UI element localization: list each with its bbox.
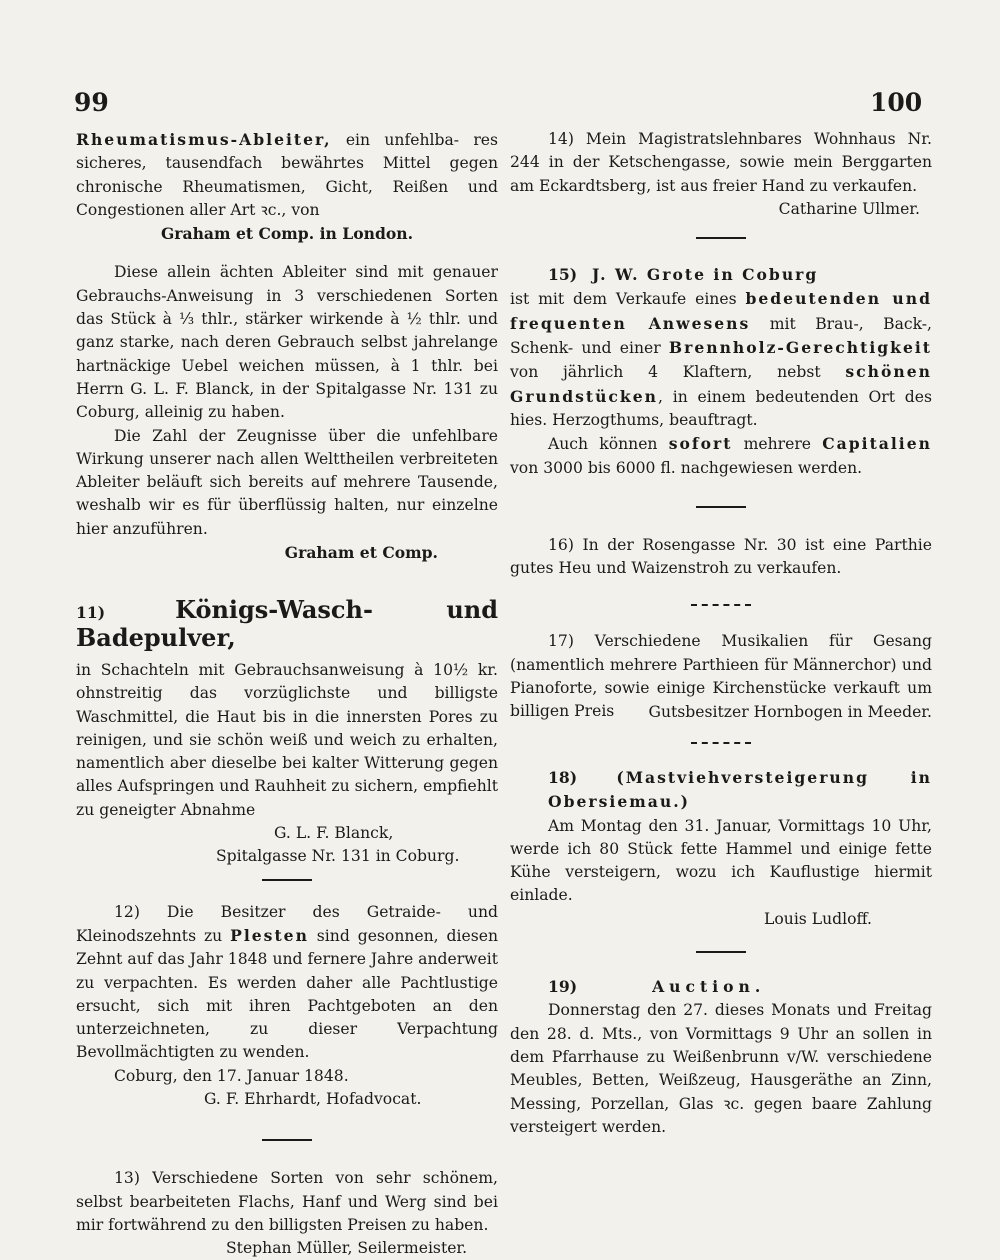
separator-rule bbox=[696, 237, 746, 239]
ad-15 bbox=[510, 263, 932, 480]
ad-11-title: Königs-Wasch- und Badepulver, bbox=[76, 595, 498, 652]
ad-18-title: (Mastviehversteigerung in Obersiemau.) bbox=[548, 767, 932, 812]
ad-15-emph-1: bedeutenden und frequenten Anwesens bbox=[510, 289, 932, 333]
ad-15-capital bbox=[510, 432, 932, 480]
ad-19-heading bbox=[510, 975, 932, 999]
right-column bbox=[510, 128, 932, 1139]
ad-rheuma-firm: Graham et Comp. in London. bbox=[160, 224, 414, 244]
ad-15-firm: J. W. Grote in Coburg bbox=[591, 265, 819, 285]
ad-17-signature: Gutsbesitzer Hornbogen in Meeder. bbox=[648, 702, 932, 721]
separator-rule bbox=[691, 604, 751, 606]
ad-15-text-d: , in einem bedeutenden Ort des hies. Herzogthums, beauftragt. bbox=[510, 387, 932, 429]
separator-rule bbox=[696, 506, 746, 508]
left-column bbox=[76, 128, 498, 1260]
separator-rule bbox=[262, 879, 312, 881]
separator-rule bbox=[262, 1139, 312, 1141]
ad-rheuma-para-1: Diese allein ächten Ableiter sind mit genauer Gebrauchs-Anweisung in 3 verschiedenen Sorten das Stück à ⅓ thlr., stärker wirkende à ½ thlr. und ganz starke, nach deren Gebrauch selbst jahrelange hartnäckige Uebel weichen müssen, à 1 thlr. bei Herrn G. L. F. Blanck, in der Spitalgasse Nr. 131 zu Coburg, alleinig zu haben. bbox=[76, 263, 498, 422]
ad-17 bbox=[510, 630, 932, 723]
ad-17-body: 17) Verschiedene Musikalien für Gesang (namentlich mehrere Parthieen für Männerchor) und Pianoforte, sowie einige Kirchenstücke verkauft um billigen Preis bbox=[510, 632, 932, 721]
ad-13 bbox=[76, 1167, 498, 1260]
ad-11-number: 11) bbox=[76, 603, 106, 623]
ad-15-text-b: mit Brau-, Back-, Schenk- und einer bbox=[510, 314, 932, 358]
ad-12-text-pre: 12) Die Besitzer des Getraide- und Kleinodszehnts zu bbox=[76, 902, 498, 945]
ad-rheuma-title: Rheumatismus-Ableiter, bbox=[76, 130, 332, 149]
ad-rheuma-text-2: res sicheres, tausendfach bewährtes Mittel gegen bbox=[76, 131, 498, 173]
page-number-right: 100 bbox=[870, 88, 923, 117]
ad-15-text-a: ist mit dem Verkaufe eines bbox=[510, 290, 746, 309]
ad-18-body: Am Montag den 31. Januar, Vormittags 10 Uhr, werde ich 80 Stück fette Hammel und einige fette Kühe versteigern, wozu ich Kauflustige hiermit einlade. bbox=[510, 816, 932, 905]
ad-rheuma bbox=[76, 128, 498, 564]
ad-15-heading bbox=[510, 263, 932, 287]
ad-11-body: in Schachteln mit Gebrauchsanweisung à 10½ kr. ohnstreitig das vorzüglichste und billigste Waschmittel, die Haut bis in die innersten Pores zu reinigen, und sie schön weiß und weich zu erhalten, namentlich aber dieselbe bei kalter Witterung gegen alles Aufspringen und Rauhheit zu sichern, empfiehlt zu geneigter Abnahme bbox=[76, 660, 498, 819]
ad-rheuma-intro bbox=[76, 128, 498, 222]
separator-rule bbox=[696, 951, 746, 953]
ad-15-cap-text-a: Auch können bbox=[548, 435, 669, 454]
ad-13-signature: Stephan Müller, Seilermeister. bbox=[226, 1239, 468, 1258]
ad-19-title: Auction. bbox=[652, 977, 766, 997]
ad-16 bbox=[510, 534, 932, 581]
ad-13-body: 13) Verschiedene Sorten von sehr schönem, selbst bearbeiteten Flachs, Hanf und Werg sind bei mir fortwährend zu den billigsten Preisen zu haben. bbox=[76, 1169, 498, 1234]
ad-15-number: 15) bbox=[548, 265, 578, 285]
ad-rheuma-signature: Graham et Comp. bbox=[284, 543, 438, 563]
ad-rheuma-para-2: Die Zahl der Zeugnisse über die unfehlbare Wirkung unserer nach allen Welttheilen verbreiteten Ableiter beläuft sich bereits auf mehrere Tausende, weshalb wir es für überflüssig halten, nur einzelne hier anzuführen. bbox=[76, 426, 498, 538]
ad-16-body: 16) In der Rosengasse Nr. 30 ist eine Parthie gutes Heu und Waizenstroh zu verkaufen. bbox=[510, 535, 932, 578]
ad-18 bbox=[510, 766, 932, 931]
ad-15-cap-text-b: mehrere bbox=[732, 435, 823, 454]
ad-rheuma-text-1: ein unfehlba- bbox=[331, 131, 460, 149]
ad-11-signature-address: Spitalgasse Nr. 131 in Coburg. bbox=[216, 847, 460, 866]
ad-12-place: Plesten bbox=[230, 925, 309, 945]
ad-15-cap-emph-1: sofort bbox=[668, 434, 733, 454]
page-number-left: 99 bbox=[74, 88, 109, 117]
ad-18-number: 18) bbox=[548, 767, 578, 787]
ad-19-body: Donnerstag den 27. dieses Monats und Freitag den 28. d. Mts., von Vormittags 9 Uhr an sollen in dem Pfarrhause zu Weißenbrunn v/W. verschiedene Meubles, Betten, Weißzeug, Hausgeräthe an Zinn, Messing, Porzellan, Glas ꝛc. gegen baare Zahlung versteigert werden. bbox=[510, 1001, 932, 1136]
ad-rheuma-text-3: chronische Rheumatismen, Gicht, Reißen und bbox=[76, 177, 498, 196]
ad-14-signature: Catharine Ullmer. bbox=[778, 199, 920, 218]
ad-19-number: 19) bbox=[548, 977, 578, 997]
ad-18-heading bbox=[510, 766, 932, 815]
ad-11-signature-name: G. L. F. Blanck, bbox=[274, 824, 394, 843]
ad-12-signature: G. F. Ehrhardt, Hofadvocat. bbox=[204, 1089, 422, 1108]
ad-15-text-c: von jährlich 4 Klaftern, nebst bbox=[510, 363, 846, 382]
ad-15-emph-2: Brennholz-Gerechtigkeit bbox=[668, 338, 932, 358]
ad-rheuma-text-4: Congestionen aller Art ꝛc., von bbox=[76, 200, 320, 219]
ad-18-signature: Louis Ludloff. bbox=[764, 909, 872, 928]
ad-15-cap-text-c: von 3000 bis 6000 fl. nachgewiesen werden. bbox=[510, 458, 863, 477]
ad-12-body bbox=[76, 901, 498, 1065]
ad-15-cap-emph-2: Capitalien bbox=[822, 434, 932, 454]
ad-14 bbox=[510, 128, 932, 221]
ad-14-body: 14) Mein Magistratslehnbares Wohnhaus Nr. 244 in der Ketschengasse, sowie mein Berggarten am Eckardtsberg, ist aus freier Hand zu verkaufen. bbox=[510, 130, 932, 195]
ad-11 bbox=[76, 595, 498, 868]
ad-19 bbox=[510, 975, 932, 1139]
separator-rule bbox=[691, 742, 751, 744]
ad-15-body bbox=[510, 287, 932, 432]
ad-12-date: Coburg, den 17. Januar 1848. bbox=[114, 1066, 349, 1085]
ad-15-emph-3: schönen Grundstücken bbox=[510, 362, 932, 406]
ad-11-heading bbox=[76, 595, 498, 653]
ad-12 bbox=[76, 901, 498, 1112]
ad-12-text-post: sind gesonnen, diesen Zehnt auf das Jahr 1848 und fernere Jahre anderweit zu verpachten. Es werden daher alle Pachtlustige ersucht, sich mit ihren Pachtgeboten an den unterzeichneten, zu dieser Verpachtung Bevollmächtigten zu wenden. bbox=[76, 926, 498, 1062]
